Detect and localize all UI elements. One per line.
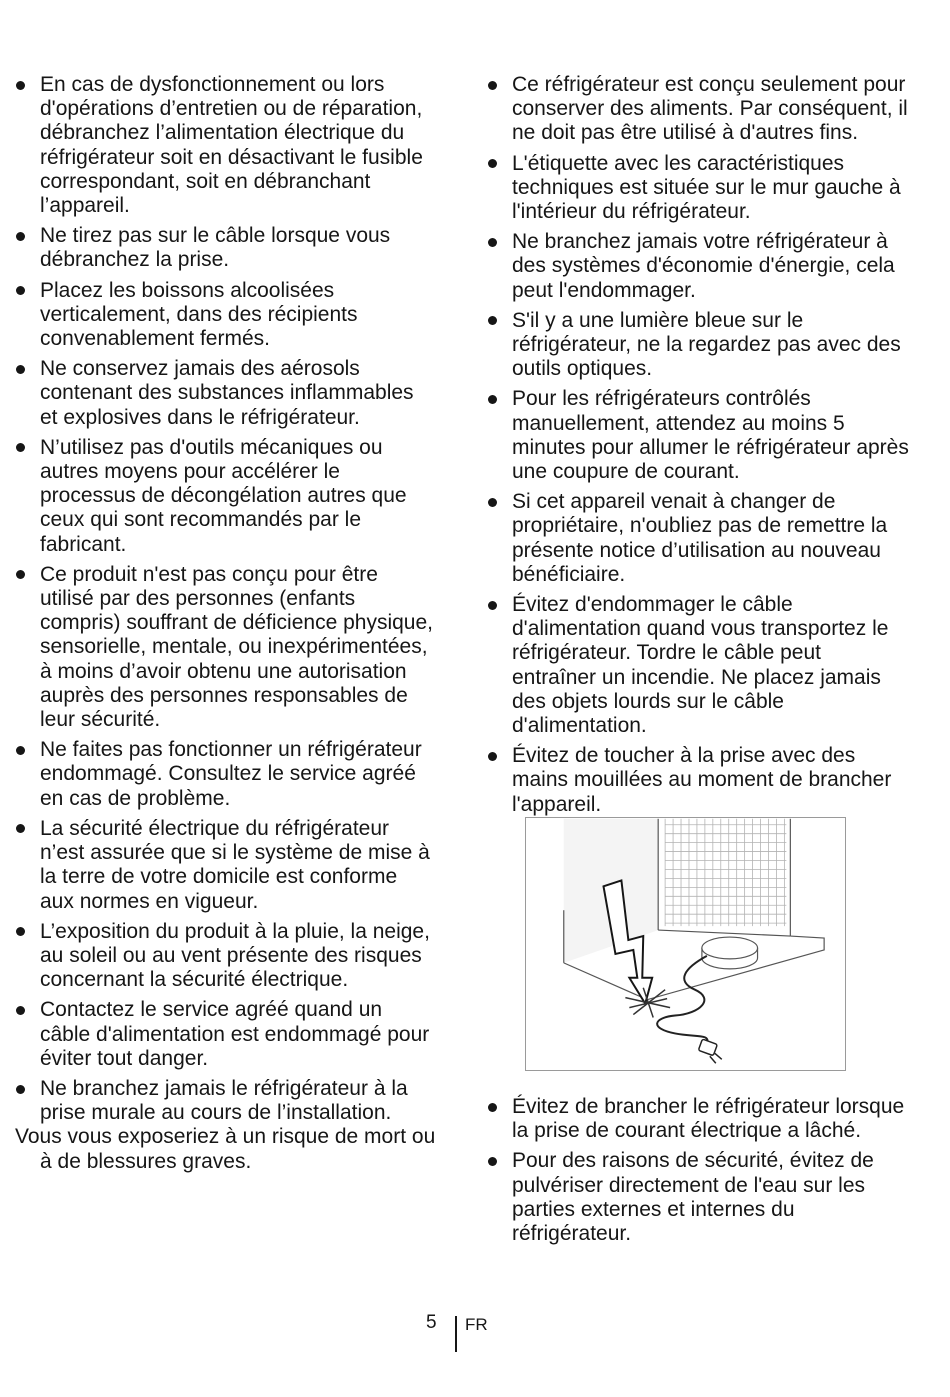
bullet-dot-icon [488, 81, 497, 90]
bullet-dot-icon [488, 1157, 497, 1166]
text-line: Ne branchez jamais le réfrigérateur à la [40, 1076, 408, 1100]
bullet-dot-icon [488, 159, 497, 168]
text-line: éviter tout danger. [40, 1046, 209, 1070]
text-line: peut l'endommager. [512, 278, 696, 302]
left-bullet-item [0, 998, 470, 1071]
text-line: L’exposition du produit à la pluie, la neige, [40, 919, 430, 943]
text-line: à moins d’avoir obtenu une autorisation [40, 659, 407, 683]
footer-divider [455, 1316, 457, 1352]
text-line: débranchez la prise. [40, 248, 230, 272]
text-line: ceux qui sont recommandés par le [40, 508, 361, 532]
bullet-dot-icon [16, 443, 25, 452]
warning-note [0, 1125, 470, 1173]
text-line: Ne conservez jamais des aérosols [40, 357, 360, 381]
text-line: endommagé. Consultez le service agréé [40, 762, 416, 786]
left-bullet-item [0, 224, 470, 272]
text-line: Pour les réfrigérateurs contrôlés [512, 387, 811, 411]
left-bullet-item [0, 279, 470, 352]
text-line: Ne faites pas fonctionner un réfrigérateur [40, 738, 422, 762]
bullet-dot-icon [16, 746, 25, 755]
left-bullet-list [0, 73, 470, 1125]
text-line: l'intérieur du réfrigérateur. [512, 200, 751, 224]
text-line: Placez les boissons alcoolisées [40, 278, 335, 302]
bullet-dot-icon [16, 1085, 25, 1094]
text-line: En cas de dysfonctionnement ou lors [40, 73, 385, 96]
bullet-dot-icon [16, 1006, 25, 1015]
bullet-dot-icon [488, 316, 497, 325]
text-line: Évitez d'endommager le câble [512, 593, 793, 617]
right-bullet-item [472, 1149, 942, 1246]
left-bullet-item [0, 563, 470, 732]
text-line: entraîner un incendie. Ne placez jamais [512, 665, 881, 689]
text-line: réfrigérateur. Tordre le câble peut [512, 641, 821, 665]
compressor [702, 937, 758, 969]
text-line: pulvériser directement de l'eau sur les [512, 1173, 866, 1197]
bullet-dot-icon [488, 395, 497, 404]
safety-illustration [525, 817, 846, 1071]
left-column [0, 73, 470, 1174]
text-line: des systèmes d'économie d'énergie, cela [512, 254, 895, 278]
text-line: Évitez de toucher à la prise avec des [512, 744, 856, 768]
page-number: 5 [426, 1312, 437, 1333]
text-line: utilisé par des personnes (enfants [40, 587, 356, 611]
right-bullet-item [472, 387, 942, 484]
right-bullet-item [472, 309, 942, 382]
right-bullet-item [472, 490, 942, 587]
text-line: La sécurité électrique du réfrigérateur [40, 816, 390, 840]
text-line: bénéficiaire. [512, 562, 626, 586]
text-line: verticalement, dans des récipients [40, 302, 358, 326]
text-line: Évitez de brancher le réfrigérateur lorsque [512, 1095, 905, 1118]
text-line: l’appareil. [40, 194, 130, 218]
power-plug-icon [698, 1039, 721, 1063]
text-line: ne doit pas être utilisé à d'autres fins. [512, 121, 859, 145]
text-line: conserver des aliments. Par conséquent, il [512, 97, 908, 121]
left-bullet-item [0, 357, 470, 430]
text-line: prise murale au cours de l’installation. [40, 1101, 392, 1125]
text-line: et explosives dans le réfrigérateur. [40, 405, 360, 429]
condenser-coil-grid [665, 819, 786, 926]
text-line: minutes pour allumer le réfrigérateur après [512, 435, 909, 459]
bullet-dot-icon [16, 286, 25, 295]
right-bullet-list-bottom [472, 1095, 942, 1246]
text-line: une coupure de courant. [512, 460, 740, 484]
right-column-top [472, 73, 942, 817]
text-line: la terre de votre domicile est conforme [40, 865, 398, 889]
text-line: Pour des raisons de sécurité, évitez de [512, 1149, 874, 1173]
text-line: aux normes en vigueur. [40, 889, 259, 913]
bullet-dot-icon [16, 81, 25, 90]
bullet-dot-icon [488, 601, 497, 610]
text-line: au soleil ou au vent présente des risques [40, 943, 422, 967]
text-line: Si cet appareil venait à changer de [512, 490, 836, 514]
text-line: correspondant, soit en débranchant [40, 169, 371, 193]
bullet-dot-icon [488, 1103, 497, 1112]
left-bullet-item [0, 436, 470, 557]
text-line: processus de décongélation autres que [40, 484, 407, 508]
text-line: en cas de problème. [40, 786, 231, 810]
text-line: Contactez le service agréé quand un [40, 998, 383, 1022]
left-bullet-item [0, 73, 470, 218]
text-line: d'alimentation. [512, 714, 647, 738]
text-line: présente notice d’utilisation au nouveau [512, 538, 881, 562]
text-line: sensorielle, mentale, ou inexpérimentées, [40, 635, 428, 659]
text-line: convenablement fermés. [40, 327, 270, 351]
right-column-bottom [472, 1095, 942, 1246]
text-line: propriétaire, n'oubliez pas de remettre la [512, 514, 888, 538]
text-line: n’est assurée que si le système de mise à [40, 841, 430, 865]
bullet-dot-icon [16, 232, 25, 241]
language-code: FR [465, 1315, 488, 1334]
right-bullet-list-top [472, 73, 942, 817]
bullet-dot-icon [488, 752, 497, 761]
left-bullet-item [0, 1077, 470, 1125]
bullet-dot-icon [16, 824, 25, 833]
text-line: Ne branchez jamais votre réfrigérateur à [512, 230, 888, 254]
text-line: Ne tirez pas sur le câble lorsque vous [40, 224, 391, 248]
text-line: techniques est située sur le mur gauche à [512, 175, 901, 199]
text-line: contenant des substances inflammables [40, 381, 414, 405]
right-bullet-item [472, 744, 942, 817]
text-line: débranchez l’alimentation électrique du [40, 121, 405, 145]
text-line: N’utilisez pas d'outils mécaniques ou [40, 435, 383, 459]
text-line: des objets lourds sur le câble [512, 689, 784, 713]
refrigerator-plug-hazard-illustration [526, 818, 845, 1070]
left-bullet-item [0, 920, 470, 993]
text-line: compris) souffrant de déficience physique, [40, 611, 433, 635]
text-line: parties externes et internes du [512, 1197, 795, 1221]
right-bullet-item [472, 593, 942, 738]
text-line: concernant la sécurité électrique. [40, 968, 349, 992]
left-bullet-item [0, 738, 470, 811]
text-line: auprès des personnes responsables de [40, 683, 408, 707]
text-line: manuellement, attendez au moins 5 [512, 411, 845, 435]
text-line: d'alimentation quand vous transportez le [512, 617, 889, 641]
text-line: réfrigérateur soit en désactivant le fusible [40, 145, 423, 169]
note-line: Vous vous exposeriez à un risque de mort ou [15, 1125, 436, 1149]
text-line: la prise de courant électrique a lâché. [512, 1119, 862, 1143]
bullet-dot-icon [488, 498, 497, 507]
right-bullet-item [472, 1095, 942, 1143]
bullet-dot-icon [488, 238, 497, 247]
right-bullet-item [472, 230, 942, 303]
text-line: Ce produit n'est pas conçu pour être [40, 562, 378, 586]
text-line: réfrigérateur. [512, 1222, 632, 1246]
text-line: d'opérations d’entretien ou de réparation, [40, 97, 423, 121]
text-line: L'étiquette avec les caractéristiques [512, 151, 845, 175]
text-line: S'il y a une lumière bleue sur le [512, 308, 804, 332]
text-line: l'appareil. [512, 792, 602, 816]
text-line: câble d'alimentation est endommagé pour [40, 1022, 430, 1046]
text-line: leur sécurité. [40, 708, 161, 732]
bullet-dot-icon [16, 365, 25, 374]
text-line: fabricant. [40, 532, 127, 556]
text-line: réfrigérateur, ne la regardez pas avec des [512, 333, 901, 357]
right-bullet-item [472, 73, 942, 146]
left-bullet-item [0, 817, 470, 914]
text-line: outils optiques. [512, 357, 653, 381]
text-line: mains mouillées au moment de brancher [512, 768, 892, 792]
note-line: à de blessures graves. [40, 1149, 252, 1173]
bullet-dot-icon [16, 570, 25, 579]
text-line: autres moyens pour accélérer le [40, 460, 340, 484]
text-line: Ce réfrigérateur est conçu seulement pour [512, 73, 906, 96]
bullet-dot-icon [16, 927, 25, 936]
right-bullet-item [472, 152, 942, 225]
